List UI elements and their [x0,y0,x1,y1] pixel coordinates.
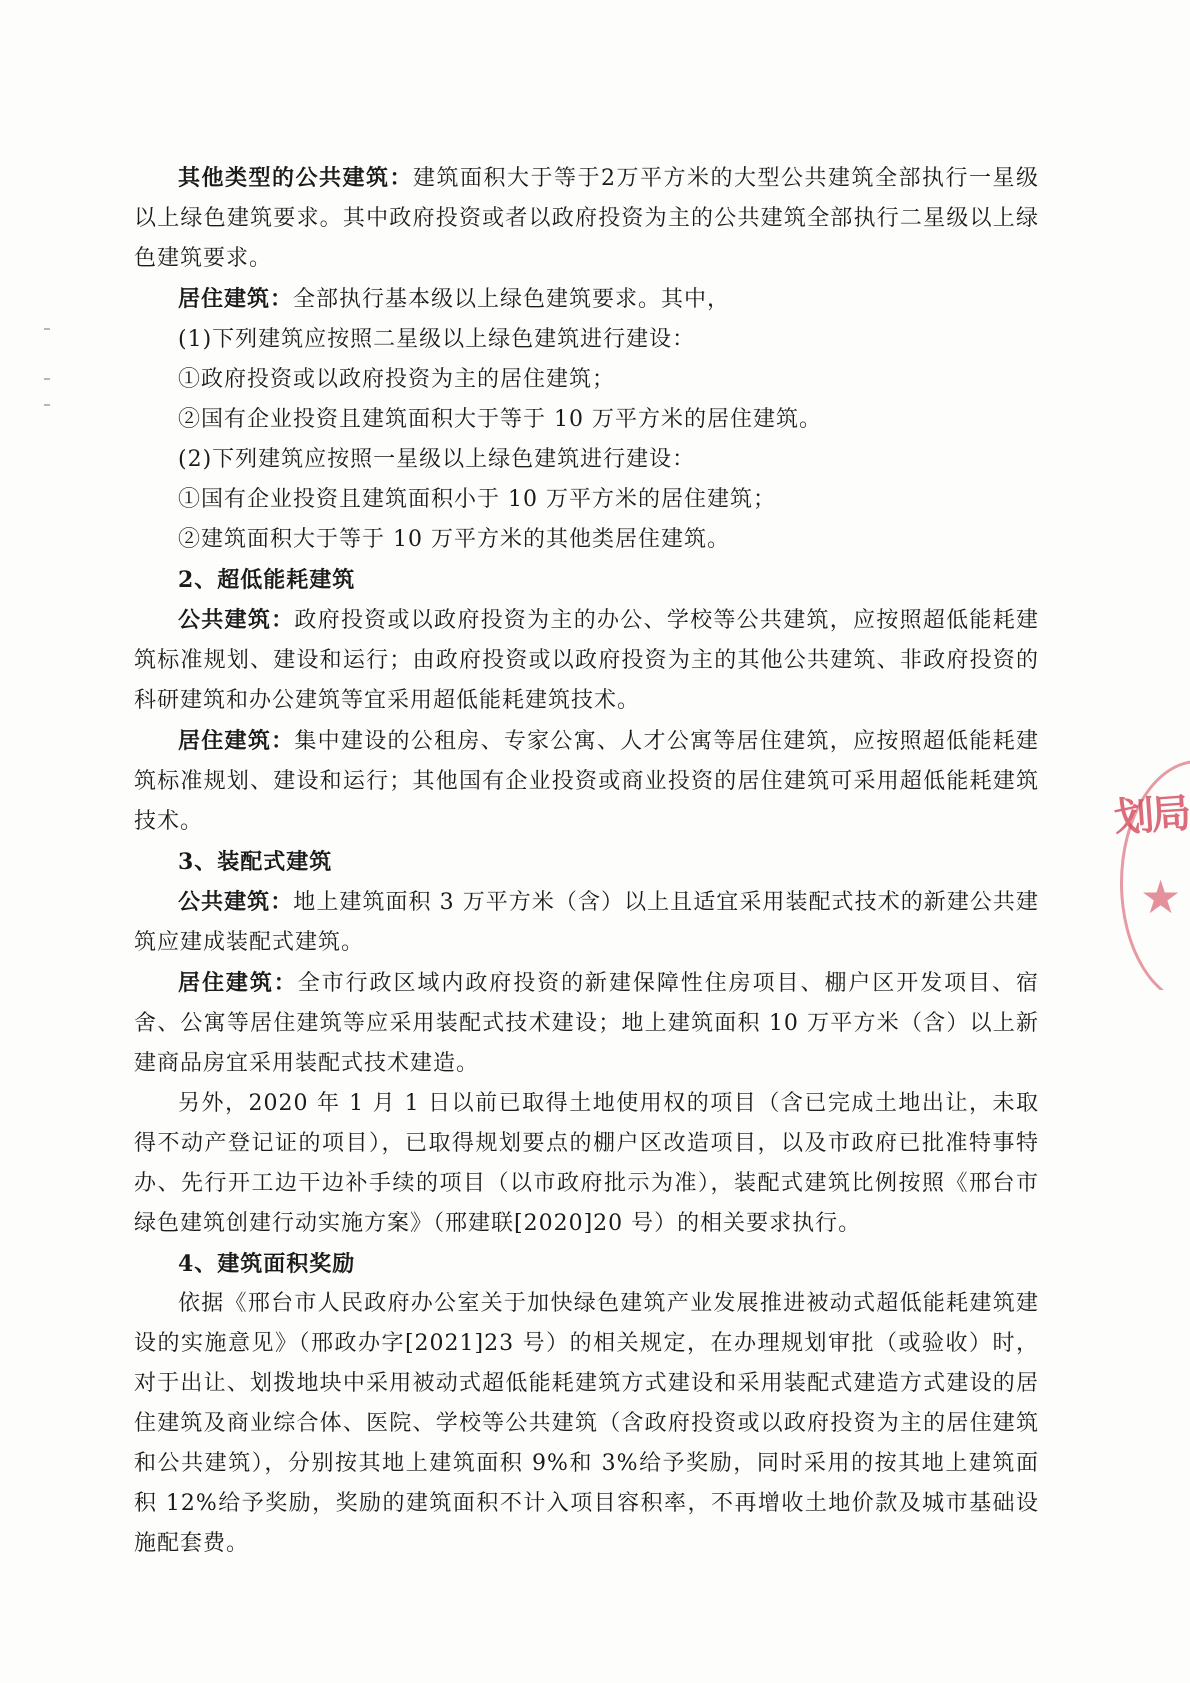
paragraph-lead: 其他类型的公共建筑： [178,165,413,191]
paragraph-text: ②建筑面积大于等于 10 万平方米的其他类居住建筑。 [178,527,730,552]
paragraph-text: 2、超低能耗建筑 [178,567,356,593]
paragraph-lead: 居住建筑： [178,286,294,312]
paragraph-text: ②国有企业投资且建筑面积大于等于 10 万平方米的居住建筑。 [178,407,822,432]
paragraph-text: 另外，2020 年 1 月 1 日以前已取得土地使用权的项目（含已完成土地出让，未取得不动产登记证的项目），已取得规划要点的棚户区改造项目，以及市政府已批准特事特办、先行开工边干边补手续的项目（以市政府批示为准），装配式建筑比例按照《邢台市绿色建筑创建行动实施方案》（邢建联[2020]20 号）的相关要求执行。 [134,1091,1039,1236]
body-paragraph [134,882,1039,963]
scan-mark [44,404,50,406]
body-paragraph [134,279,1039,320]
document-body [134,158,1039,1564]
official-seal-fragment [1110,760,1190,990]
paragraph-text: 建筑面积大于等于2万平方米的大型公共建筑全部执行一星级以上绿色建筑要求。其中政府投资或者以政府投资为主的公共建筑全部执行二星级以上绿色建筑要求。 [134,166,1039,271]
paragraph-lead: 公共建筑： [178,607,295,633]
paragraph-text: ①政府投资或以政府投资为主的居住建筑； [178,367,616,392]
seal-text: 划局 [1112,790,1190,842]
body-paragraph [134,600,1039,721]
paragraph-text: (1)下列建筑应按照二星级以上绿色建筑进行建设： [178,327,696,352]
list-line [134,480,1039,520]
paragraph-text: (2)下列建筑应按照一星级以上绿色建筑进行建设： [178,447,696,472]
paragraph-text: 政府投资或以政府投资为主的办公、学校等公共建筑，应按照超低能耗建筑标准规划、建设和运行；由政府投资或以政府投资为主的其他公共建筑、非政府投资的科研建筑和办公建筑等宜采用超低能耗建筑技术。 [134,608,1039,713]
list-line [134,440,1039,480]
body-paragraph [134,721,1039,842]
paragraph-lead: 公共建筑： [178,889,294,915]
paragraph-text: 4、建筑面积奖励 [178,1251,356,1277]
section-heading [134,560,1039,600]
body-paragraph [134,158,1039,279]
paragraph-lead: 居住建筑： [178,970,298,996]
list-line [134,320,1039,360]
body-paragraph [134,963,1039,1084]
list-line [134,360,1039,400]
scan-mark [44,328,50,330]
list-line [134,400,1039,440]
paragraph-text: 集中建设的公租房、专家公寓、人才公寓等居住建筑，应按照超低能耗建筑标准规划、建设和运行；其他国有企业投资或商业投资的居住建筑可采用超低能耗建筑技术。 [134,729,1039,834]
section-heading [134,1244,1039,1284]
paragraph-text: 全部执行基本级以上绿色建筑要求。其中， [293,287,731,312]
paragraph-text: 依据《邢台市人民政府办公室关于加快绿色建筑产业发展推进被动式超低能耗建筑建设的实施意见》（邢政办字[2021]23 号）的相关规定，在办理规划审批（或验收）时，对于出让、划拨地块中采用被动式超低能耗建筑方式建设和采用装配式建造方式建设的居住建筑及商业综合体、医院、学校等公共建筑（含政府投资或以政府投资为主的居住建筑和公共建筑），分别按其地上建筑面积 9%和 3%给予奖励，同时采用的按其地上建筑面积 12%给予奖励，奖励的建筑面积不计入项目容积率，不再增收土地价款及城市基础设施配套费。 [134,1291,1039,1556]
paragraph-text: 全市行政区域内政府投资的新建保障性住房项目、棚户区开发项目、宿舍、公寓等居住建筑等应采用装配式技术建设；地上建筑面积 10 万平方米（含）以上新建商品房宜采用装配式技术建造。 [134,971,1039,1076]
paragraph-lead: 居住建筑： [178,728,295,754]
paragraph-text: ①国有企业投资且建筑面积小于 10 万平方米的居住建筑； [178,487,776,512]
seal-star-icon: ★ [1140,870,1182,924]
body-paragraph [134,1284,1039,1564]
section-heading [134,842,1039,882]
paragraph-text: 地上建筑面积 3 万平方米（含）以上且适宜采用装配式技术的新建公共建筑应建成装配式建筑。 [134,890,1039,955]
paragraph-text: 3、装配式建筑 [178,849,333,875]
body-paragraph [134,1084,1039,1244]
list-line [134,520,1039,560]
scan-mark [44,378,50,380]
